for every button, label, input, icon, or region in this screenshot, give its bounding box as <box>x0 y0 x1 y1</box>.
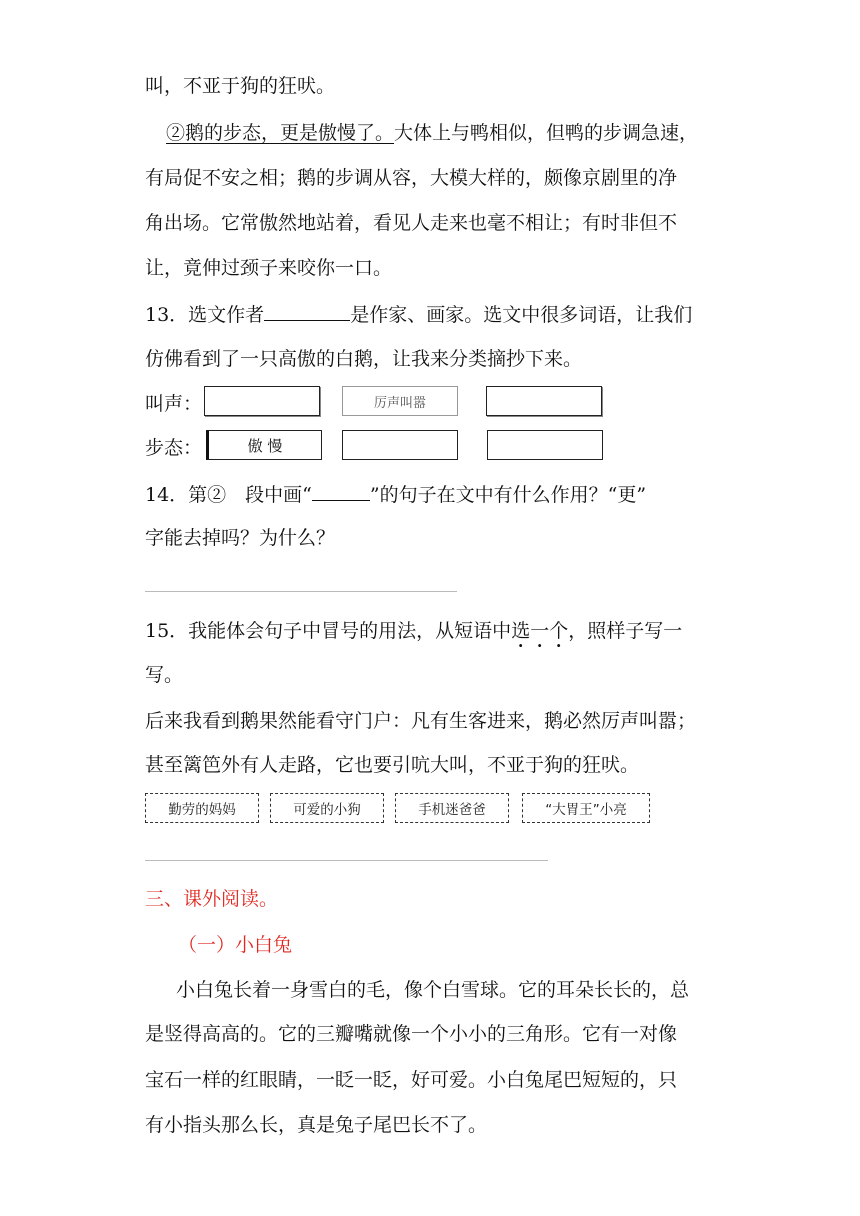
passage-text: 大体上与鸭相似，但鸭的步调急速， <box>394 122 699 144</box>
sound-answer-box-2: 厉声叫嚣 <box>342 386 458 416</box>
question-13-line2: 仿佛看到了一只高傲的白鹅，让我来分类摘抄下来。 <box>145 348 583 370</box>
question-15-text-a: 15．我能体会句子中冒号的用法，从短语中 <box>145 620 512 642</box>
example-sentence-1: 后来我看到鹅果然能看守门户：凡有生客进来，鹅必然厉声叫嚣； <box>145 710 697 732</box>
sound-answer-box-1[interactable] <box>204 386 320 416</box>
gait-answer-box-2[interactable] <box>342 430 458 460</box>
sound-answer-box-3[interactable] <box>486 386 602 416</box>
reading-line: 宝石一样的红眼睛，一眨一眨，好可爱。小白兔尾巴短短的，只 <box>145 1069 678 1091</box>
emphasis-char: 个 <box>549 620 569 642</box>
reading-line: 有小指头那么长，真是兔子尾巴长不了。 <box>145 1114 488 1136</box>
gait-answer-box-1: 傲 慢 <box>206 430 322 460</box>
emphasis-char: 选 <box>511 620 531 642</box>
passage-line: 有局促不安之相；鹅的步调从容，大模大样的，颇像京剧里的净 <box>145 167 678 189</box>
author-blank[interactable] <box>264 302 350 321</box>
reading-line: 是竖得高高的。它的三瓣嘴就像一个小小的三角形。它有一对像 <box>145 1023 678 1045</box>
passage-line: 角出场。它常傲然地站着，看见人走来也毫不相让；有时非但不 <box>145 212 678 234</box>
question-15-text-b: ，照样子写一 <box>568 620 683 642</box>
sentence-blank <box>312 482 370 501</box>
question-14-line2: 字能去掉吗？为什么？ <box>145 527 336 549</box>
passage-line: 让，竟伸过颈子来咬你一口。 <box>145 257 393 279</box>
phrase-option[interactable]: “大胃王”小亮 <box>522 793 650 823</box>
question-14-suffix: ”的句子在文中有什么作用？“更” <box>369 484 647 506</box>
sound-label: 叫声： <box>145 393 203 415</box>
gait-label: 步态： <box>145 437 203 459</box>
question-15 <box>145 619 682 643</box>
phrase-option[interactable]: 勤劳的妈妈 <box>145 793 259 823</box>
emphasis-char: 一 <box>530 620 550 642</box>
question-15-line2: 写。 <box>145 664 184 686</box>
example-sentence-2: 甚至篱笆外有人走路，它也要引吭大叫，不亚于狗的狂吠。 <box>145 754 640 776</box>
passage-paragraph-2 <box>166 121 698 145</box>
question-14-prefix: 14．第② 段中画“ <box>145 484 312 506</box>
underlined-sentence: ②鹅的步态，更是傲慢了。 <box>166 122 395 144</box>
question-13-prefix: 13．选文作者 <box>145 304 265 326</box>
phrase-option[interactable]: 可爱的小狗 <box>270 793 384 823</box>
question-13-suffix: 是作家、画家。选文中很多词语，让我们 <box>350 304 693 326</box>
reading-line: 小白兔长着一身雪白的毛，像个白雪球。它的耳朵长长的，总 <box>176 979 690 1001</box>
section-heading: 三、课外阅读。 <box>145 888 279 910</box>
question-14 <box>145 482 646 507</box>
gait-answer-box-3[interactable] <box>487 430 603 460</box>
question-13 <box>145 302 692 327</box>
passage-line: 叫，不亚于狗的狂吠。 <box>145 75 336 97</box>
phrase-option[interactable]: 手机迷爸爸 <box>395 793 509 823</box>
passage-title: （一）小白兔 <box>178 934 293 956</box>
answer-line-15[interactable] <box>145 860 548 861</box>
answer-line-14[interactable] <box>145 591 457 592</box>
